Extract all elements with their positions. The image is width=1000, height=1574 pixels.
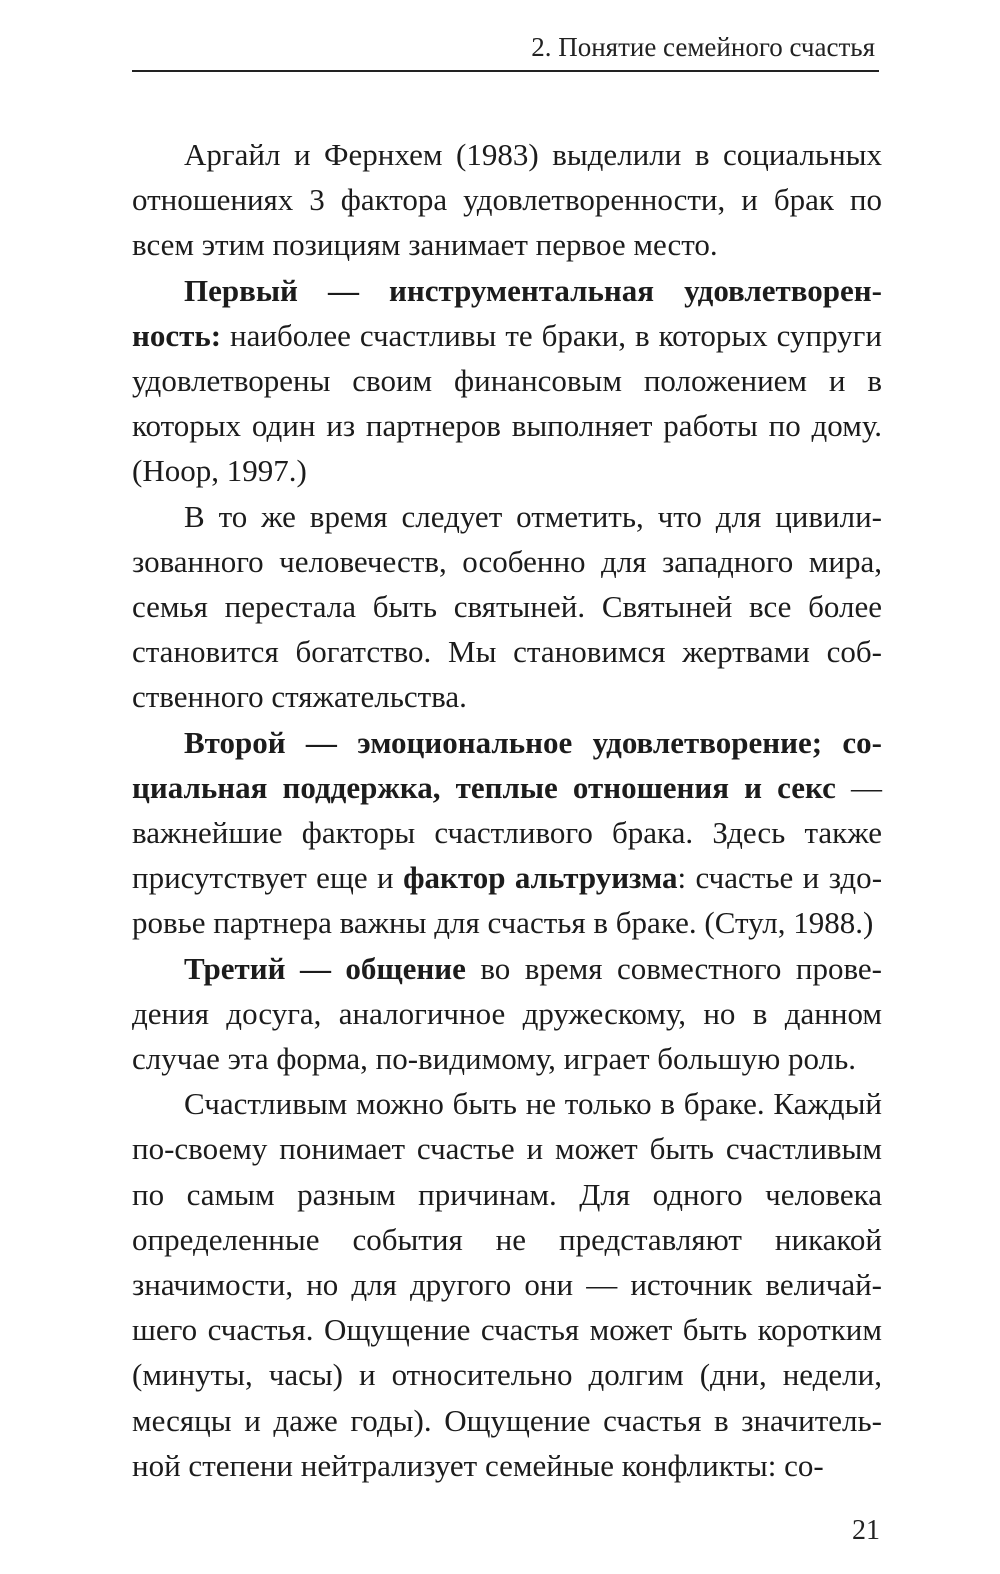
paragraph-3 [132,494,882,720]
paragraph-4-text-part-1: — важнейшие факторы счастливого брака. Здесь также присутствует еще и [132,769,883,896]
paragraph-5 [132,946,882,1082]
paragraph-6-text: Счастливым можно быть не только в браке. Каждый по-своему понимает счастье и может быть счастливым по самым разным причинам. Для одного человека определенные события не представляют никакой значимости, но для другого они — источник величайшего счастья. Ощущение счастья может быть коротким (минуты, часы) и относительно долгим (дни, недели, месяцы и даже годы). Ощущение счастья в значительной степени нейтрализует семейные конфликты: со- [132,1086,882,1483]
paragraph-2-bold-term: Первый — инструментальная удовлетворенность: [132,272,882,353]
body-text [132,132,882,1488]
paragraph-4-bold-term: Второй — эмоциональное удовлетворение; социальная поддержка, теплые отношения и секс [132,724,882,805]
paragraph-1-text: Аргайл и Фернхем (1983) выделили в социальных отношениях 3 фактора удовлетворенности, и брак по всем этим позициям занимает первое место. [132,137,882,263]
header-rule [132,70,879,72]
paragraph-4-text-part-2: : счастье и здоровье партнера важны для счастья в браке. (Стул, 1988.) [132,860,883,941]
page-number: 21 [852,1515,880,1546]
paragraph-2-text: наиболее счастливы те браки, в которых супруги удовлетворены своим финансовым положением и в которых один из партнеров выполняет работы по дому. (Ноор, 1997.) [132,317,882,489]
paragraph-5-text: во время совместного проведения досуга, аналогичное дружескому, но в данном случае эта форма, по-видимому, играет большую роль. [132,950,882,1077]
paragraph-3-text: В то же время следует отметить, что для цивилизованного человечеств, особенно для западного мира, семья перестала быть святыней. Святыней все более становится богатство. Мы становимся жертвами собственного стяжательства. [132,498,882,715]
paragraph-1 [132,132,882,268]
running-header: 2. Понятие семейного счастья [531,32,875,62]
paragraph-4 [132,720,882,946]
paragraph-5-bold-term: Третий — общение [184,950,466,986]
paragraph-6 [132,1081,882,1488]
paragraph-2 [132,268,882,494]
paragraph-4-bold-term-2: фактор альтруизма [403,860,678,896]
